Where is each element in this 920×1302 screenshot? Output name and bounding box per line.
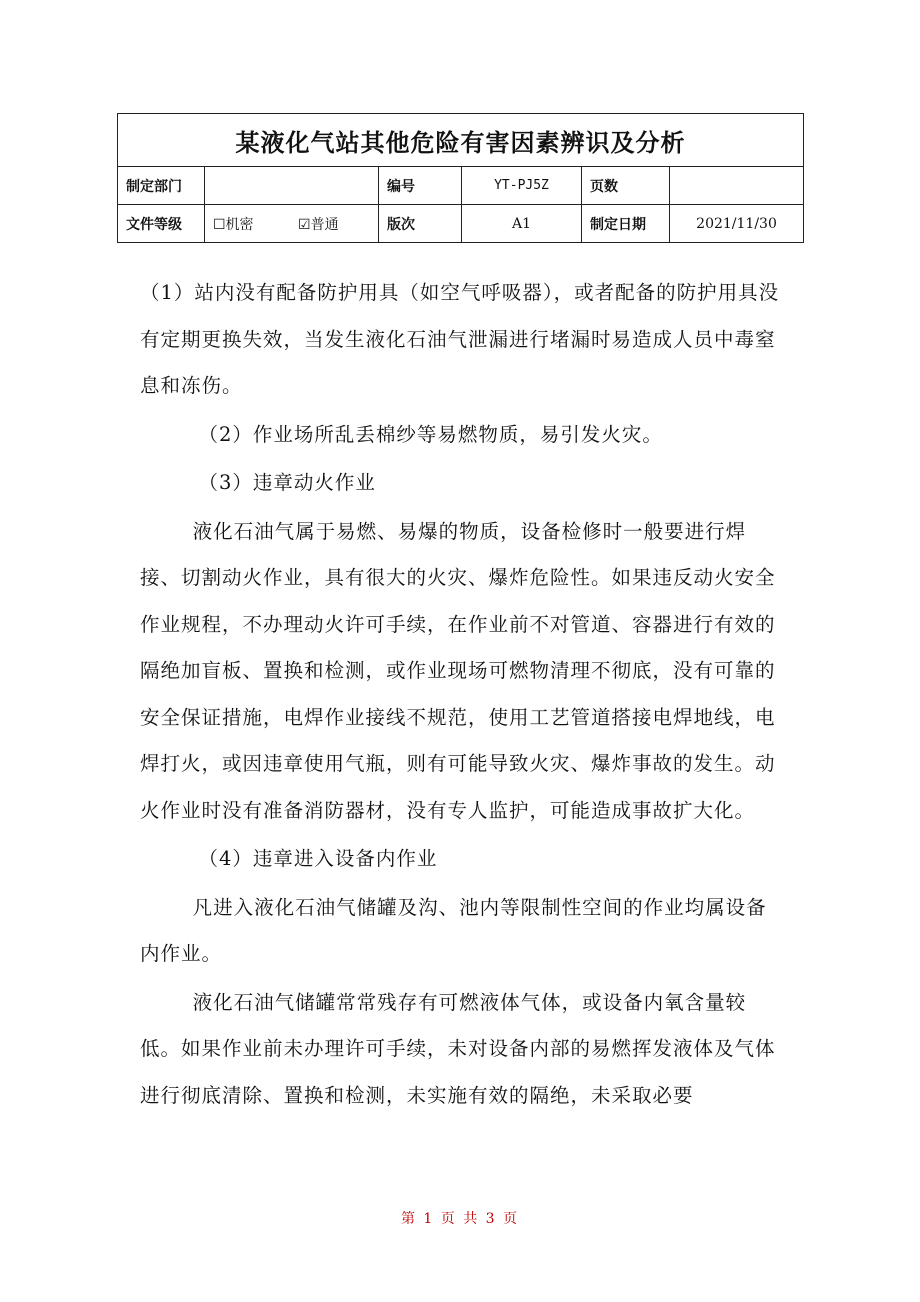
document-header-table <box>117 113 804 243</box>
paragraph-2: （2）作业场所乱丢棉纱等易燃物质，易引发火灾。 <box>198 422 663 446</box>
date-value: 2021/11/30 <box>670 205 804 243</box>
paragraph-4: 液化石油气属于易燃、易爆的物质，设备检修时一般要进行焊接、切割动火作业，具有很大的火灾、爆炸危险性。如果违反动火安全作业规程，不办理动火许可手续，在作业前不对管道、容器进行有效的隔绝加盲板、置换和检测，或作业现场可燃物清理不彻底，没有可靠的安全保证措施，电焊作业接线不规范，使用工艺管道搭接电焊地线，电焊打火，或因违章使用气瓶，则有可能导致火灾、爆炸事故的发生。动火作业时没有准备消防器材，没有专人监护，可能造成事故扩大化。 <box>140 519 776 822</box>
paragraph-5: （4）违章进入设备内作业 <box>198 847 438 870</box>
confidential-checkbox[interactable]: ☐机密 <box>213 216 254 233</box>
normal-checkbox[interactable]: ☑普通 <box>298 216 339 233</box>
code-value: YT-PJ5Z <box>462 167 582 205</box>
paragraph-6: 凡进入液化石油气储罐及沟、池内等限制性空间的作业均属设备内作业。 <box>140 895 767 965</box>
paragraph-1: （1）站内没有配备防护用具（如空气呼吸器），或者配备的防护用具没有定期更换失效，当发生液化石油气泄漏进行堵漏时易造成人员中毒窒息和冻伤。 <box>140 281 780 397</box>
pages-value <box>670 167 804 205</box>
dept-value <box>205 167 379 205</box>
paragraph-7: 液化石油气储罐常常残存有可燃液体气体，或设备内氧含量较低。如果作业前未办理许可手续，未对设备内部的易燃挥发液体及气体进行彻底清除、置换和检测，未实施有效的隔绝，未采取必要 <box>140 990 776 1107</box>
version-value: A1 <box>462 205 582 243</box>
document-body <box>140 270 780 1121</box>
date-label: 制定日期 <box>582 205 670 243</box>
code-label: 编号 <box>379 167 462 205</box>
page-footer: 第 1 页 共 3 页 <box>400 1211 520 1227</box>
version-label: 版次 <box>379 205 462 243</box>
dept-label: 制定部门 <box>118 167 205 205</box>
paragraph-3: （3）违章动火作业 <box>198 471 376 494</box>
level-options <box>205 205 379 243</box>
document-title: 某液化气站其他危险有害因素辨识及分析 <box>118 114 804 167</box>
pages-label: 页数 <box>582 167 670 205</box>
level-label: 文件等级 <box>118 205 205 243</box>
